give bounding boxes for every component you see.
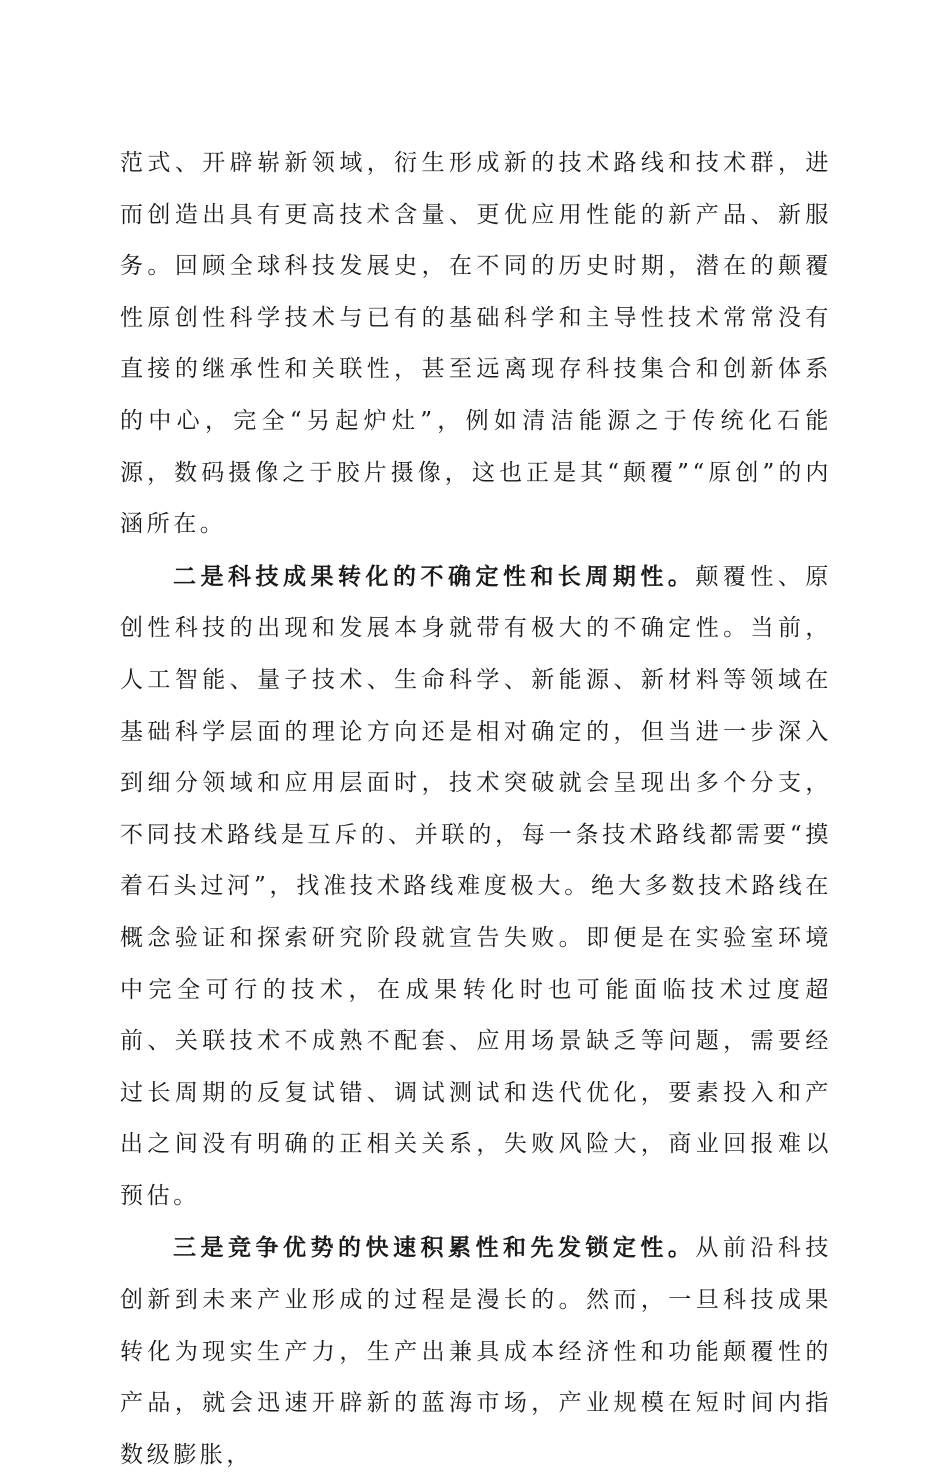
body-text (120, 138, 832, 1481)
paragraph-heading: 三是竞争优势的快速积累性和先发锁定性。 (173, 1234, 696, 1262)
paragraph-continuation (120, 138, 832, 551)
paragraph-text: 范式、开辟崭新领域，衍生形成新的技术路线和技术群，进而创造出具有更高技术含量、更优应用性能的新产品、新服务。回顾全球科技发展史，在不同的历史时期，潜在的颠覆性原创性科学技术与已有的基础科学和主导性技术常常没有直接的继承性和关联性，甚至远离现存科技集合和创新体系的中心，完全“另起炉灶”，例如清洁能源之于传统化石能源，数码摄像之于胶片摄像，这也正是其“颠覆”“原创”的内涵所在。 (120, 150, 832, 538)
paragraph-text: 颠覆性、原创性科技的出现和发展本身就带有极大的不确定性。当前，人工智能、量子技术、生命科学、新能源、新材料等领域在基础科学层面的理论方向还是相对确定的，但当进一步深入到细分领域和应用层面时，技术突破就会呈现出多个分支，不同技术路线是互斥的、并联的，每一条技术路线都需要“摸着石头过河”，找准技术路线难度极大。绝大多数技术路线在概念验证和探索研究阶段就宣告失败。即便是在实验室环境中完全可行的技术，在成果转化时也可能面临技术过度超前、关联技术不成熟不配套、应用场景缺乏等问题，需要经过长周期的反复试错、调试测试和迭代优化，要素投入和产出之间没有明确的正相关关系，失败风险大，商业回报难以预估。 (120, 563, 833, 1209)
paragraph-heading: 二是科技成果转化的不确定性和长周期性。 (173, 562, 696, 590)
paragraph-second-point (120, 551, 832, 1223)
paragraph-third-point (120, 1222, 832, 1481)
paragraph-text: 从前沿科技创新到未来产业形成的过程是漫长的。然而，一旦科技成果转化为现实生产力，生产出兼具成本经济性和功能颠覆性的产品，就会迅速开辟新的蓝海市场，产业规模在短时间内指数级膨胀， (120, 1235, 833, 1468)
